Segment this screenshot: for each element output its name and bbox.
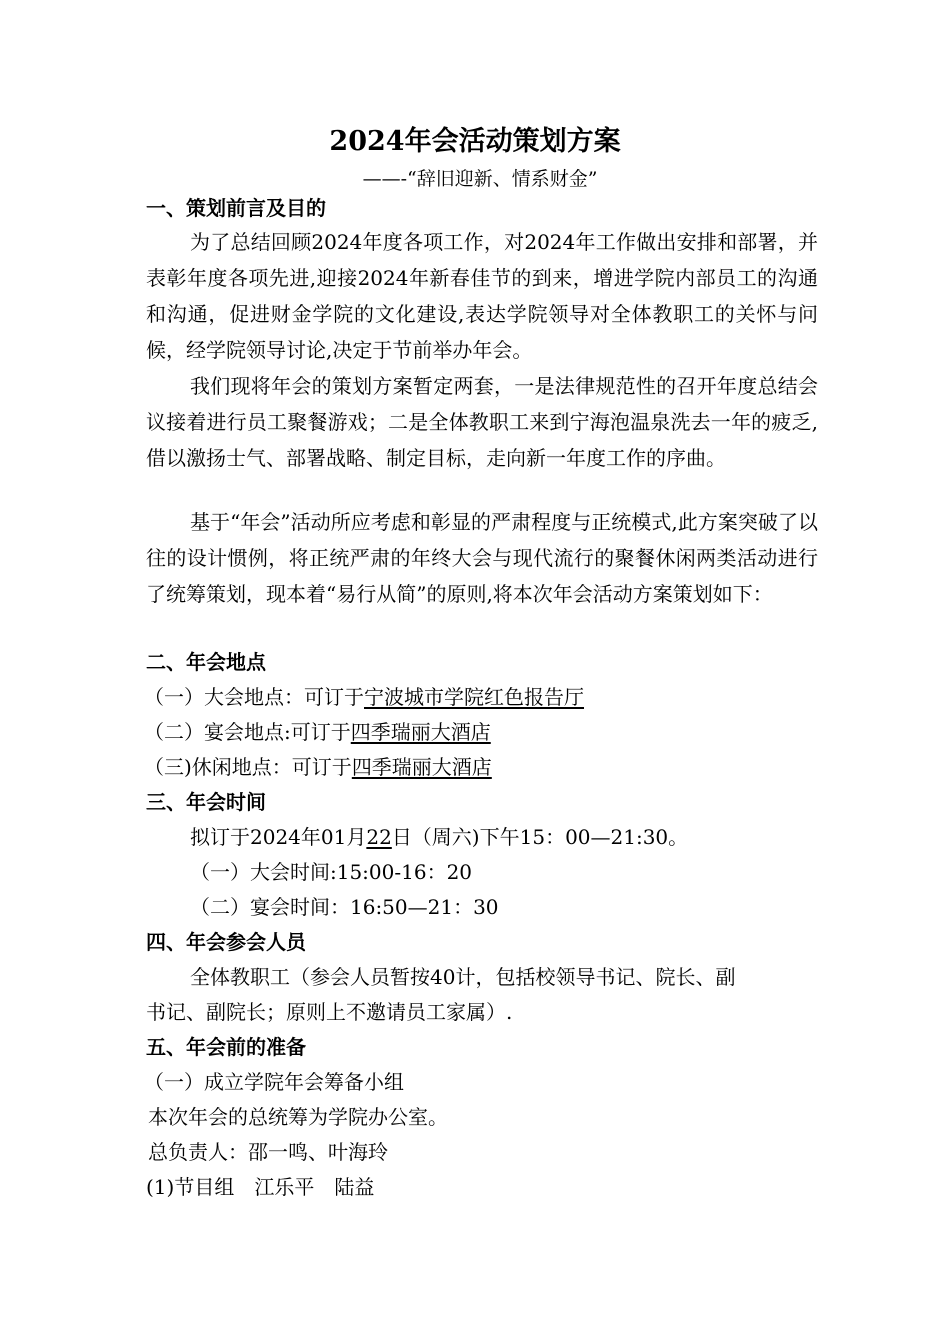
venue-item-leisure-place: 四季瑞丽大酒店 [351,755,492,779]
venue-item-leisure-label: （三)休闲地点：可订于 [144,755,352,779]
section-heading-preparation: 五、年会前的准备 [146,1035,306,1059]
paragraph-purpose: 为了总结回顾2024年度各项工作，对2024年工作做出安排和部署，并表彰年度各项先进,迎接2024年新春佳节的到来，增进学院内部员工的沟通和沟通，促进财金学院的文化建设,表达学院领导对全体教职工的关怀与问候，经学院领导讨论,决定于节前举办年会。 [146,230,818,362]
paragraph-principle: 基于“年会”活动所应考虑和彰显的严肃程度与正统模式,此方案突破了以往的设计惯例，将正统严肃的年终大会与现代流行的聚餐休闲两类活动进行了统筹策划，现本着“易行从简”的原则,将本次年会活动方案策划如下： [146,510,818,606]
venue-item-conference-place: 宁波城市学院红色报告厅 [364,685,584,709]
time-conference-line: （一）大会时间:15:00-16：20 [190,860,473,884]
section-heading-venue: 二、年会地点 [146,650,266,674]
venue-item-banquet-label: （二）宴会地点:可订于 [144,720,351,744]
preparation-line-1: （一）成立学院年会筹备小组 [144,1070,404,1094]
section-heading-purpose: 一、策划前言及目的 [146,196,326,220]
time-schedule-line [190,821,688,853]
preparation-line-3: 总负责人：邵一鸣、叶海玲 [148,1140,388,1164]
preparation-line-4: (1)节目组 江乐平 陆益 [146,1175,375,1199]
document-subtitle: ——-“辞旧迎新、情系财金” [362,168,598,190]
venue-item-leisure [144,751,492,783]
time-schedule-date: 拟订于2024年01月 [190,825,367,849]
section-heading-time: 三、年会时间 [146,790,266,814]
venue-item-banquet [144,716,491,748]
time-banquet-line: （二）宴会时间：16:50—21：30 [190,895,499,919]
time-schedule-rest: 日（周六)下午15：00—21:30。 [391,825,689,849]
section-heading-attendees: 四、年会参会人员 [146,930,306,954]
venue-item-banquet-place: 四季瑞丽大酒店 [350,720,491,744]
paragraph-plans: 我们现将年会的策划方案暂定两套，一是法律规范性的召开年度总结会议接着进行员工聚餐游戏；二是全体教职工来到宁海泡温泉洗去一年的疲乏,借以激扬士气、部署战略、制定目标，走向新一年度工作的序曲。 [146,374,818,470]
attendees-line-1: 全体教职工（参会人员暂按40计，包括校领导书记、院长、副 [190,965,736,989]
venue-item-conference-label: （一）大会地点：可订于 [144,685,364,709]
time-schedule-day: 22 [366,825,392,849]
preparation-line-2: 本次年会的总统筹为学院办公室。 [148,1105,448,1129]
document-title: 2024年会活动策划方案 [329,126,621,157]
attendees-line-2: 书记、副院长；原则上不邀请员工家属）. [146,1000,513,1024]
venue-item-conference [144,681,584,713]
